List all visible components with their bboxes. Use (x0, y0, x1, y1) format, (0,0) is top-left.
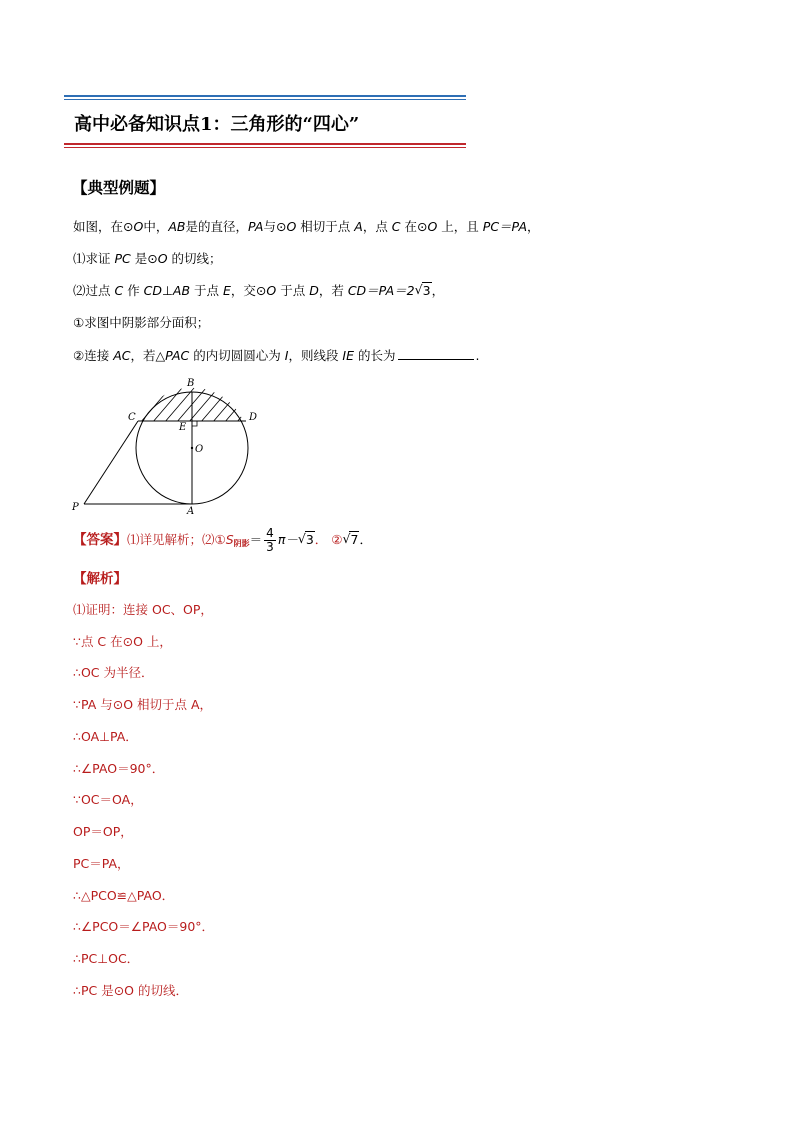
header-rule-blue-bottom (64, 99, 466, 100)
analysis-line: ∴PC 是⊙O 的切线． (73, 983, 188, 998)
problem-intro: 如图，在⊙O中，AB是的直径，PA与⊙O 相切于点 A，点 C 在⊙O 上，且 PC＝PA， (73, 219, 540, 234)
label-b: B (187, 378, 195, 389)
answer-sqrt-7: √ 7 (342, 531, 359, 547)
label-o: O (195, 444, 204, 455)
answer-blank (398, 347, 474, 360)
shaded-segment-hatching (128, 388, 266, 423)
analysis-line: ⑴证明：连接 OC、OP， (73, 602, 213, 617)
label-c: C (128, 412, 136, 423)
analysis-line: ∴△PCO≌△PAO． (73, 888, 175, 903)
analysis-line: ∴OC 为半径． (73, 665, 154, 680)
question-1: ⑴求证 PC 是⊙O 的切线； (73, 251, 222, 266)
label-a: A (187, 506, 195, 517)
page-title: 高中必备知识点1：三角形的“四心” (74, 114, 360, 135)
center-o-dot (191, 447, 193, 449)
header-rule-blue-top (64, 95, 466, 97)
sqrt-3: √ 3 (414, 282, 431, 298)
analysis-line: ∴∠PAO＝90°． (73, 761, 165, 776)
analysis-line: PC＝PA， (73, 856, 130, 871)
answer-label: 【答案】 (73, 532, 127, 548)
analysis-label: 【解析】 (73, 571, 127, 587)
question-2-part-2: ②连接 AC，若△PAC 的内切圆圆心为 I，则线段 IE 的长为 . (73, 348, 480, 363)
geometry-figure (68, 378, 268, 518)
question-2: ⑵过点 C 作 CD⊥AB 于点 E，交⊙O 于点 D，若 CD＝PA＝2 √ 3， (73, 282, 445, 298)
answer-line: 【答案】⑴详见解析；$⑵①S_{阴影}=$ $\frac{4}{3}$ π－ √ 3． ② √ 7． (73, 526, 372, 554)
label-d: D (249, 412, 258, 423)
analysis-line: ∵OC＝OA， (73, 792, 143, 807)
right-angle-mark (192, 421, 197, 426)
analysis-line: ∴∠PCO＝∠PAO＝90°． (73, 919, 215, 934)
analysis-line: ∵PA 与⊙O 相切于点 A， (73, 697, 213, 712)
analysis-line: ∴OA⊥PA． (73, 729, 138, 744)
analysis-line: OP＝OP， (73, 824, 133, 839)
fraction-4-3: $\frac{4}{3}$ (266, 526, 274, 554)
header-rule-red-bottom (64, 147, 466, 148)
header-rule-red-top (64, 143, 466, 145)
analysis-line: ∴PC⊥OC． (73, 951, 140, 966)
analysis-line: ∵点 C 在⊙O 上， (73, 634, 172, 649)
label-p: P (72, 502, 79, 513)
section-example-heading: 【典型例题】 (72, 179, 166, 197)
label-e: E (179, 422, 187, 433)
segment-pc (84, 421, 138, 504)
question-2-part-1: ①求图中阴影部分面积； (73, 315, 210, 330)
answer-sqrt-3: √ 3 (297, 531, 314, 547)
